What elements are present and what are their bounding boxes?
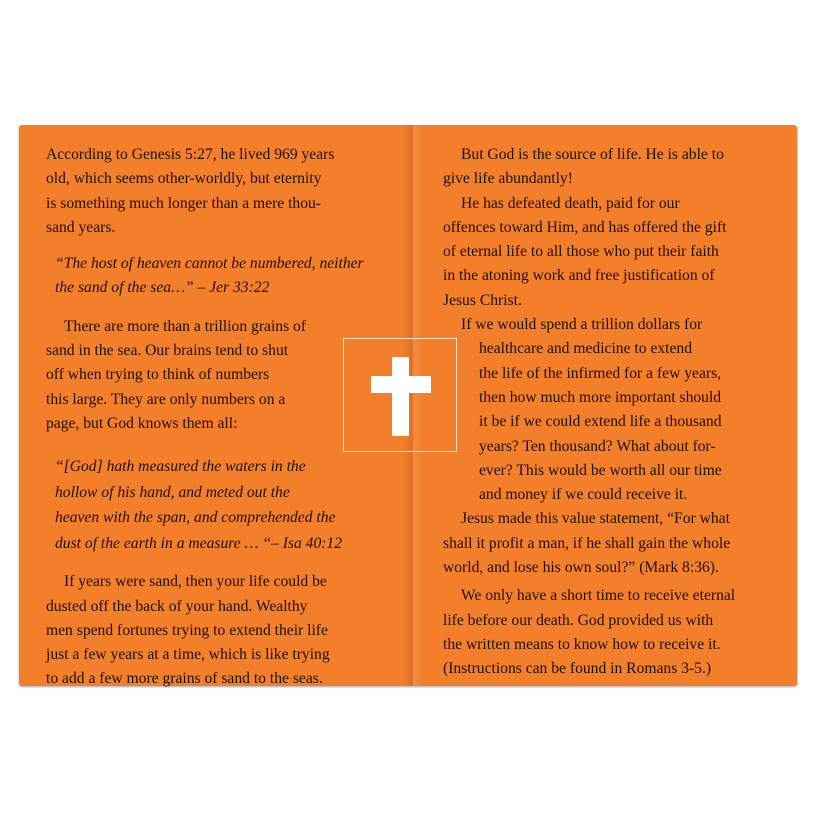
right-page <box>443 143 773 682</box>
right-para-3: If we would spend a trillion dollars for <box>461 316 703 334</box>
cross-frame <box>343 338 457 452</box>
left-page <box>46 143 391 692</box>
right-para-2: He has defeated death, paid for our offences toward Him, and has offered the gift of eternal life to all those who put their faith in the atoning work and free justification of Jesus Christ. <box>443 194 727 309</box>
left-para-2: There are more than a trillion grains of sand in the sea. Our brains tend to shut off when trying to think of numbers this large. They are only numbers on a page, but God knows them all: <box>46 317 307 432</box>
tract-spread <box>19 125 797 686</box>
left-para-1: According to Genesis 5:27, he lived 969 years old, which seems other-worldly, but eternity is something much longer than a mere thou- sand years. <box>46 146 335 236</box>
quote-isaiah: “[God] hath measured the waters in the hollow of his hand, and meted out the heaven with the span, and comprehended the dust of the earth in a measure … “– Isa 40:12 <box>55 458 343 552</box>
right-para-3-wrap: healthcare and medicine to extend the life of the infirmed for a few years, then how much more important should it be if we could extend life a thousand years? Ten thousand? What about for- ever? This would be worth all our time and money if we could receive it. <box>479 340 722 504</box>
right-para-1: But God is the source of life. He is able to give life abundantly! <box>443 146 724 188</box>
left-para-3: If years were sand, then your life could be dusted off the back of your hand. Wealthy men spend fortunes trying to extend their life just a few years at a time, which is like trying to add a few more grains of sand to the seas. <box>46 573 330 688</box>
quote-jeremiah: “The host of heaven cannot be numbered, neither the sand of the sea…” – Jer 33:22 <box>55 255 364 297</box>
right-para-5: We only have a short time to receive eternal life before our death. God provided us with the written means to know how to receive it. (Instructions can be found in Romans 3-5.) <box>443 587 736 678</box>
right-para-4: Jesus made this value statement, “For what shall it profit a man, if he shall gain the whole world, and lose his own soul?” (Mark 8:36). <box>443 510 731 577</box>
